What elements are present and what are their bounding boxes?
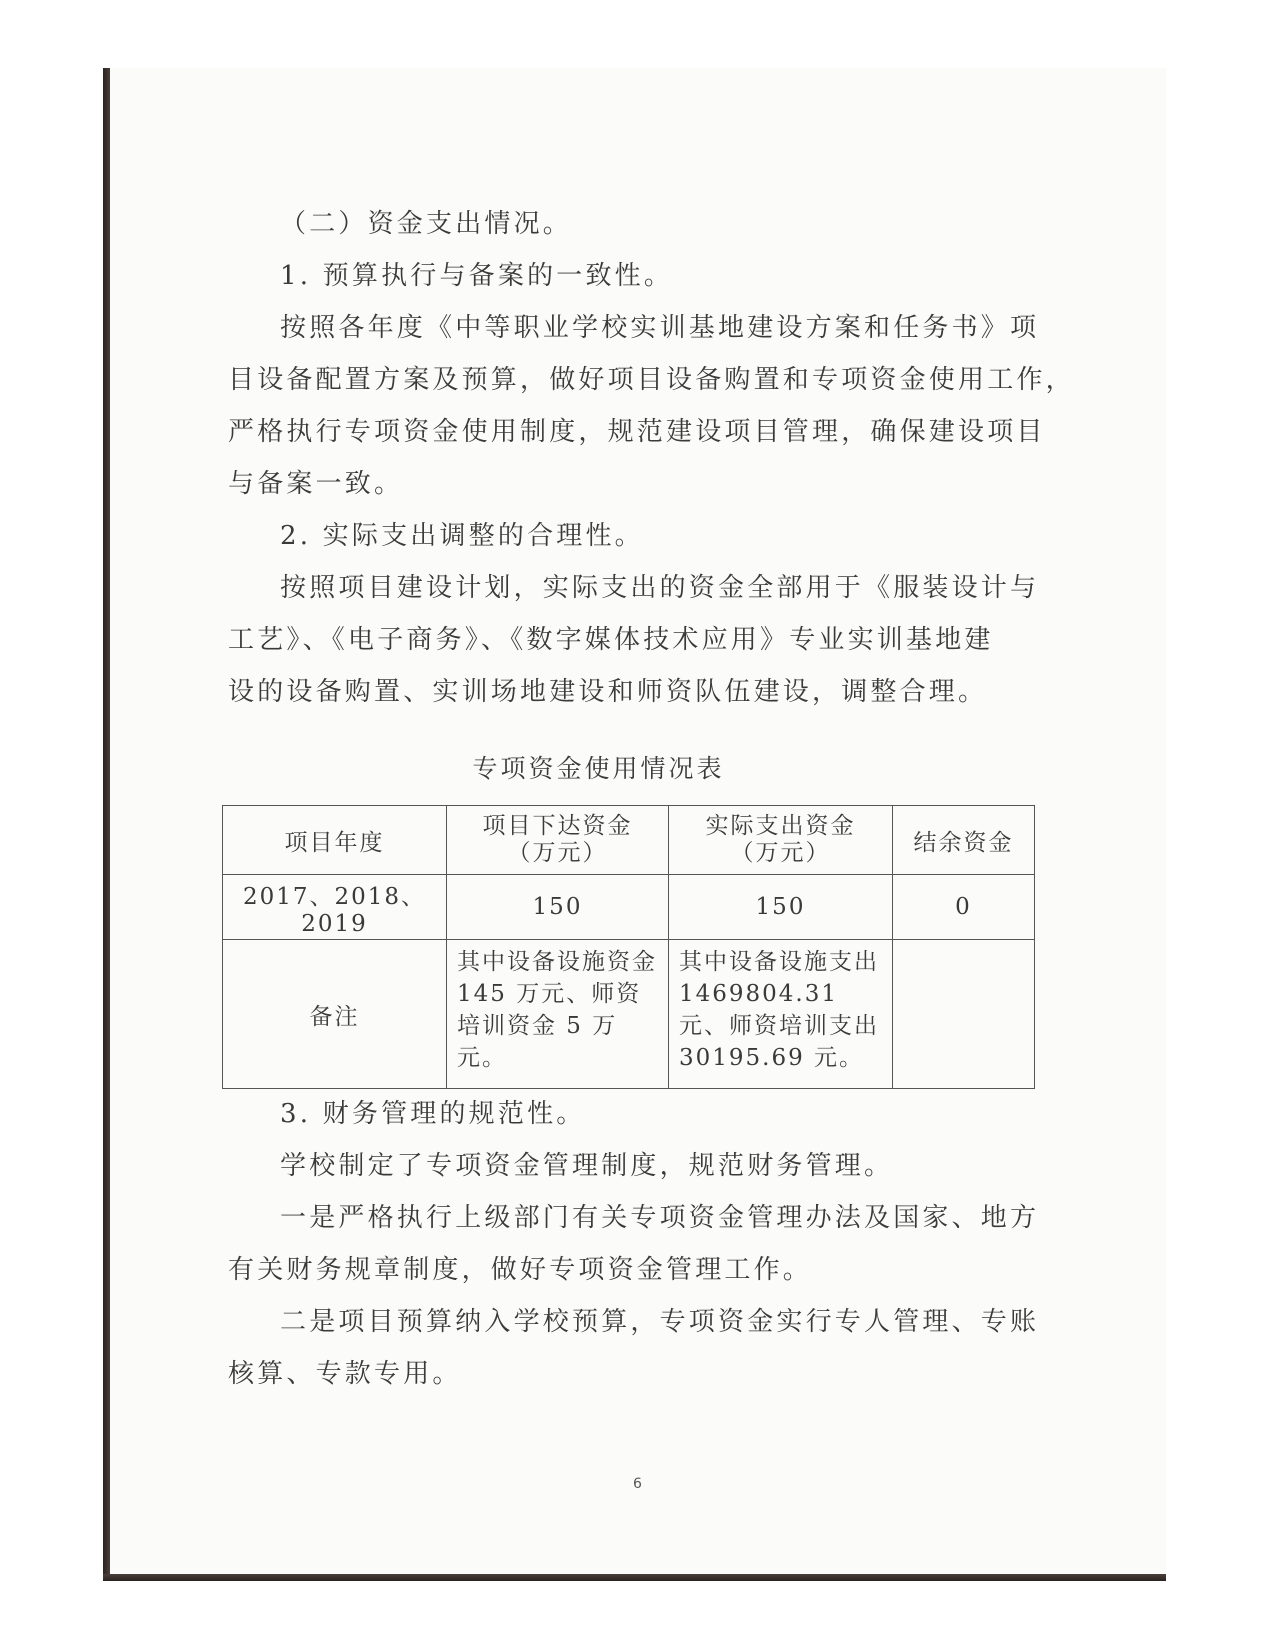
item2-paragraph-line: 按照项目建设计划，实际支出的资金全部用于《服装设计与 xyxy=(280,573,1040,603)
header-actual-line1: 实际支出资金 xyxy=(705,813,856,839)
cell-allocated: 150 xyxy=(447,875,669,940)
page-number: 6 xyxy=(633,1476,642,1492)
table-caption: 专项资金使用情况表 xyxy=(472,754,725,783)
cell-actual-note: 其中设备设施支出1469804.31 元、师资培训支出30195.69 元。 xyxy=(669,940,893,1089)
cell-actual: 150 xyxy=(669,875,893,940)
item3-paragraph-line: 学校制定了专项资金管理制度，规范财务管理。 xyxy=(280,1151,894,1181)
item3-paragraph-line: 一是严格执行上级部门有关专项资金管理办法及国家、地方 xyxy=(280,1203,1040,1233)
item1-paragraph-line: 严格执行专项资金使用制度，规范建设项目管理，确保建设项目 xyxy=(228,417,1046,447)
item1-paragraph-line: 目设备配置方案及预算，做好项目设备购置和专项资金使用工作， xyxy=(228,365,1075,395)
cell-year: 2017、2018、2019 xyxy=(223,875,447,940)
header-actual-unit: （万元） xyxy=(730,840,831,866)
item1-paragraph-line: 与备案一致。 xyxy=(228,469,404,499)
cell-balance-note xyxy=(893,940,1035,1089)
item3-paragraph-line: 二是项目预算纳入学校预算，专项资金实行专人管理、专账 xyxy=(280,1307,1040,1337)
header-allocated-unit: （万元） xyxy=(507,840,608,866)
header-year: 项目年度 xyxy=(223,806,447,875)
cell-allocated-note: 其中设备设施资金145 万元、师资培训资金 5 万元。 xyxy=(447,940,669,1089)
item1-title: 1. 预算执行与备案的一致性。 xyxy=(280,261,674,291)
cell-note-label: 备注 xyxy=(223,940,447,1089)
item3-title: 3. 财务管理的规范性。 xyxy=(280,1099,586,1129)
item2-title: 2. 实际支出调整的合理性。 xyxy=(280,521,644,551)
header-allocated xyxy=(447,806,669,875)
header-actual xyxy=(669,806,893,875)
header-allocated-line1: 项目下达资金 xyxy=(482,813,633,839)
header-balance: 结余资金 xyxy=(893,806,1035,875)
item1-paragraph-line: 按照各年度《中等职业学校实训基地建设方案和任务书》项 xyxy=(280,313,1040,343)
item2-paragraph-line: 工艺》、《电子商务》、《数字媒体技术应用》专业实训基地建 xyxy=(228,625,994,655)
table-header-row xyxy=(223,806,1035,875)
section-heading: （二）资金支出情况。 xyxy=(280,209,573,239)
item2-paragraph-line: 设的设备购置、实训场地建设和师资队伍建设，调整合理。 xyxy=(228,677,988,707)
fund-usage-table xyxy=(222,805,1035,1089)
scan-border-bottom xyxy=(103,1574,1166,1581)
cell-balance: 0 xyxy=(893,875,1035,940)
item3-paragraph-line: 核算、专款专用。 xyxy=(228,1359,462,1389)
scan-border-left xyxy=(103,68,110,1580)
table-row xyxy=(223,875,1035,940)
item3-paragraph-line: 有关财务规章制度，做好专项资金管理工作。 xyxy=(228,1255,813,1285)
table-row-note xyxy=(223,940,1035,1089)
